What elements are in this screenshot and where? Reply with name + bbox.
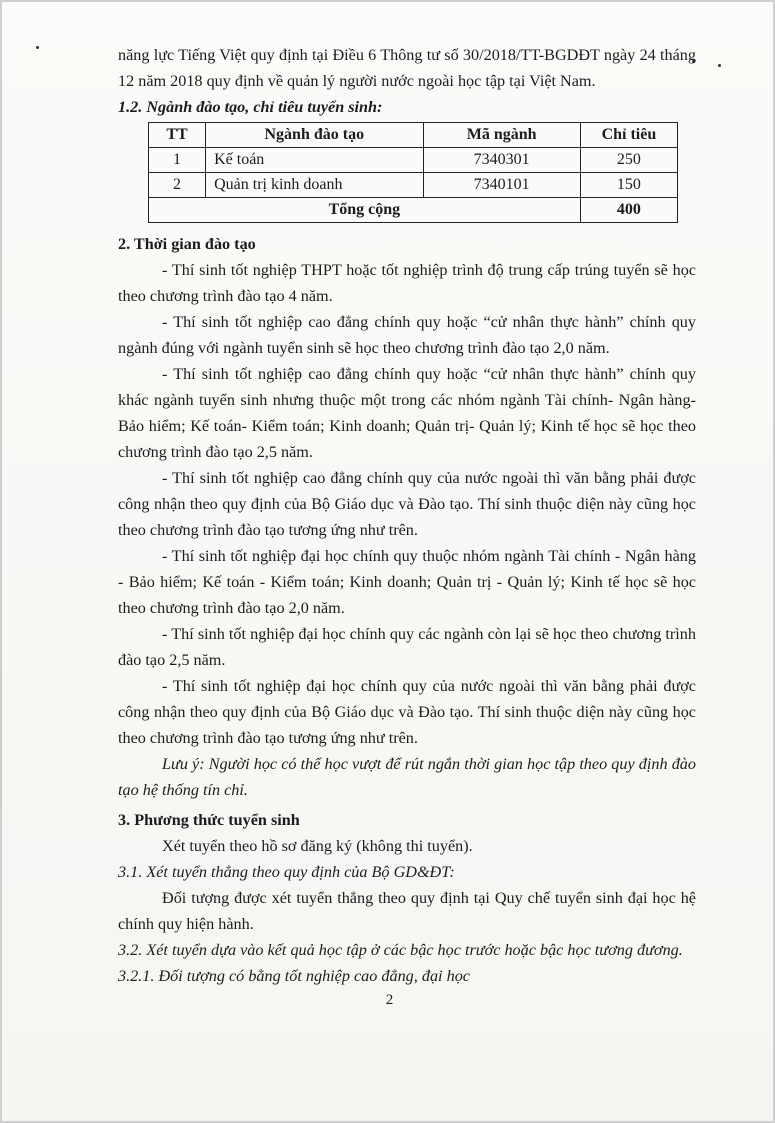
table-header-quota: Chỉ tiêu <box>580 123 677 148</box>
cell-major: Quản trị kinh doanh <box>206 173 423 198</box>
section-3-2-title: 3.2. Xét tuyển dựa vào kết quả học tập ở các bậc học trước hoặc bậc học tương đương. <box>118 941 683 959</box>
cell-major: Kế toán <box>206 148 423 173</box>
cell-code: 7340101 <box>423 173 580 198</box>
cell-quota: 250 <box>580 148 677 173</box>
table-header-major: Ngành đào tạo <box>206 123 423 148</box>
table-row <box>149 173 678 198</box>
cell-code: 7340301 <box>423 148 580 173</box>
scan-speck <box>718 64 721 67</box>
section-2-title: 2. Thời gian đào tạo <box>118 235 256 253</box>
intro-paragraph: năng lực Tiếng Việt quy định tại Điều 6 Thông tư số 30/2018/TT-BGDĐT ngày 24 tháng 12 năm 2018 quy định về quản lý người nước ngoài học tập tại Việt Nam. <box>118 46 696 90</box>
table-header-row <box>149 123 678 148</box>
section-3-1-text: Đối tượng được xét tuyển thẳng theo quy định tại Quy chế tuyển sinh đại học hệ chính quy hiện hành. <box>118 889 696 933</box>
section-3-intro: Xét tuyển theo hồ sơ đăng ký (không thi tuyển). <box>162 837 473 855</box>
page-number: 2 <box>385 992 394 1008</box>
cell-quota: 150 <box>580 173 677 198</box>
scan-speck <box>36 46 39 49</box>
study-time-note: Lưu ý: Người học có thể học vượt để rút ngắn thời gian học tập theo quy định đào tạo hệ thống tín chỉ. <box>118 755 696 799</box>
table-total-row <box>149 198 678 223</box>
section-1-2-title: 1.2. Ngành đào tạo, chỉ tiêu tuyển sinh: <box>118 98 383 116</box>
section-2-paragraph: - Thí sinh tốt nghiệp đại học chính quy thuộc nhóm ngành Tài chính - Ngân hàng - Bảo hiểm; Kế toán - Kiểm toán; Kinh doanh; Quản trị - Quản lý; Kinh tế học sẽ học theo chương trình đào tạo 2,0 năm. <box>118 547 696 617</box>
section-3-title: 3. Phương thức tuyển sinh <box>118 811 300 829</box>
enrollment-quota-table <box>148 122 678 223</box>
page-content <box>118 42 696 989</box>
total-value: 400 <box>580 198 677 223</box>
section-3-1-title: 3.1. Xét tuyển thẳng theo quy định của Bộ GD&ĐT: <box>118 863 455 881</box>
table-row <box>149 148 678 173</box>
section-2-paragraph: - Thí sinh tốt nghiệp cao đẳng chính quy hoặc “cử nhân thực hành” chính quy ngành đúng với ngành tuyển sinh sẽ học theo chương trình đào tạo 2,0 năm. <box>118 313 696 357</box>
cell-tt: 1 <box>149 148 206 173</box>
section-3-2-1-title: 3.2.1. Đối tượng có bằng tốt nghiệp cao đẳng, đại học <box>118 967 470 985</box>
section-2-paragraph: - Thí sinh tốt nghiệp THPT hoặc tốt nghiệp trình độ trung cấp trúng tuyển sẽ học theo chương trình đào tạo 4 năm. <box>118 261 696 305</box>
total-label: Tổng cộng <box>149 198 581 223</box>
section-2-paragraph: - Thí sinh tốt nghiệp cao đẳng chính quy hoặc “cử nhân thực hành” chính quy khác ngành tuyển sinh nhưng thuộc một trong các nhóm ngành Tài chính- Ngân hàng- Bảo hiểm; Kế toán- Kiểm toán; Kinh doanh; Quản trị- Quản lý; Kinh tế học sẽ học theo chương trình đào tạo 2,5 năm. <box>118 365 696 461</box>
section-2-paragraph: - Thí sinh tốt nghiệp đại học chính quy các ngành còn lại sẽ học theo chương trình đào tạo 2,5 năm. <box>118 625 696 669</box>
cell-tt: 2 <box>149 173 206 198</box>
table-header-code: Mã ngành <box>423 123 580 148</box>
section-2-paragraph: - Thí sinh tốt nghiệp đại học chính quy của nước ngoài thì văn bằng phải được công nhận theo quy định của Bộ Giáo dục và Đào tạo. Thí sinh thuộc diện này cũng học theo chương trình đào tạo tương ứng như trên. <box>118 677 696 747</box>
table-header-tt: TT <box>149 123 206 148</box>
section-2-paragraph: - Thí sinh tốt nghiệp cao đẳng chính quy của nước ngoài thì văn bằng phải được công nhận theo quy định của Bộ Giáo dục và Đào tạo. Thí sinh thuộc diện này cũng học theo chương trình đào tạo tương ứng như trên. <box>118 469 696 539</box>
